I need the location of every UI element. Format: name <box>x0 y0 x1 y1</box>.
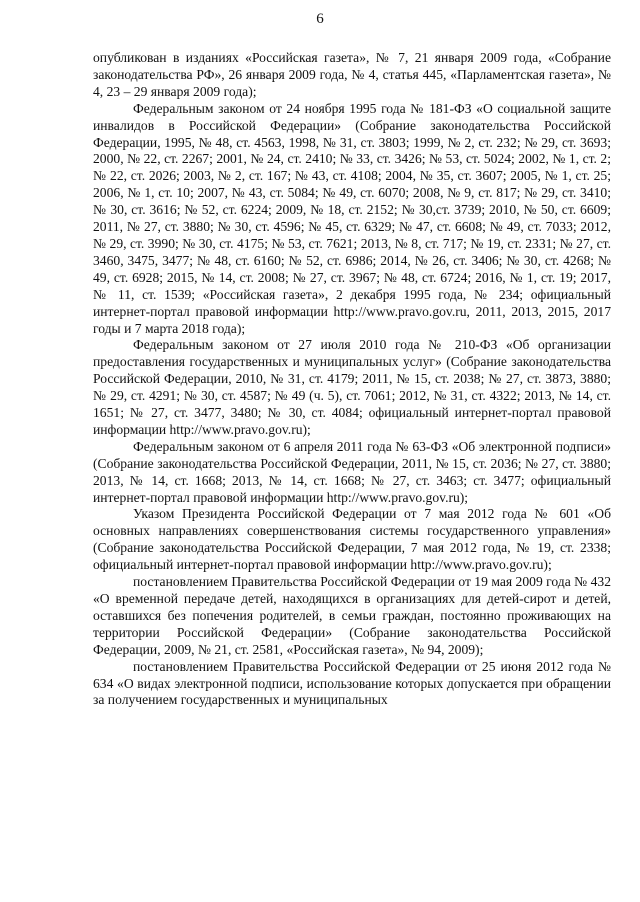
page-number: 6 <box>316 11 324 27</box>
paragraph-law-181-fz: Федеральным законом от 24 ноября 1995 года № 181-ФЗ «О социальной защите инвалидов в Российской Федерации» (Собрание законодательства Российской Федерации, 1995, № 48, ст. 4563, 1998, № 31, ст. 3803; 1999, № 2, ст. 232; № 29, ст. 3693; 2000, № 22, ст. 2267; 2001, № 24, ст. 2410; № 33, ст. 3426; № 53, ст. 5024; 2002, № 1, ст. 2; № 22, ст. 2026; 2003, № 2, ст. 167; № 43, ст. 4108; 2004, № 35, ст. 3607; 2005, № 1, ст. 25; 2006, № 1, ст. 10; 2007, № 43, ст. 5084; № 49, ст. 6070; 2008, № 9, ст. 817; № 29, ст. 3410; № 30, ст. 3616; № 52, ст. 6224; 2009, № 18, ст. 2152; № 30,ст. 3739; 2010, № 50, ст. 6609; 2011, № 27, ст. 3880; № 30, ст. 4596; № 45, ст. 6329; № 47, ст. 6608; № 49, ст. 7033; 2012, № 29, ст. 3990; № 30, ст. 4175; № 53, ст. 7621; 2013, № 8, ст. 717; № 19, ст. 2331; № 27, ст. 3460, 3475, 3477; № 48, ст. 6160; № 52, ст. 6986; 2014, № 26, ст. 3406; № 30, ст. 4268; № 49, ст. 6928; 2015, № 14, ст. 2008; № 27, ст. 3967; № 48, ст. 6724; 2016, № 1, ст. 19; 2017, № 11, ст. 1539; «Российская газета», 2 декабря 1995 года, № 234; официальный интернет-портал правовой информации http://www.pravo.gov.ru, 2011, 2013, 2015, 2017 годы и 7 марта 2018 года); <box>93 100 611 336</box>
paragraph-law-63-fz: Федеральным законом от 6 апреля 2011 года № 63-ФЗ «Об электронной подписи» (Собрание законодательства Российской Федерации, 2011, № 15, ст. 2036; № 27, ст. 3880; 2013, № 14, ст. 1668; 2013, № 14, ст. 1668; № 27, ст. 3463; ст. 3477; официальный интернет-портал правовой информации http://www.pravo.gov.ru); <box>93 438 611 505</box>
paragraph-decree-601: Указом Президента Российской Федерации от 7 мая 2012 года № 601 «Об основных направлениях совершенствования системы государственного управления» (Собрание законодательства Российской Федерации, 7 мая 2012 года, № 19, ст. 2338; официальный интернет-портал правовой информации http://www.pravo.gov.ru); <box>93 506 611 573</box>
paragraph-continuation: опубликован в изданиях «Российская газета», № 7, 21 января 2009 года, «Собрание законодательства РФ», 26 января 2009 года, № 4, статья 445, «Парламентская газета», № 4, 23 – 29 января 2009 года); <box>93 50 611 99</box>
document-body <box>93 50 611 709</box>
paragraph-law-210-fz: Федеральным законом от 27 июля 2010 года № 210-ФЗ «Об организации предоставления государственных и муниципальных услуг» (Собрание законодательства Российской Федерации, 2010, № 31, ст. 4179; 2011, № 15, ст. 2038; № 27, ст. 3873, 3880; № 29, ст. 4291; № 30, ст. 4587; № 49 (ч. 5), ст. 7061; 2012, № 31, ст. 4322; 2013, № 14, ст. 1651; № 27, ст. 3477, 3480; № 30, ст. 4084; официальный интернет-портал правовой информации http://www.pravo.gov.ru); <box>93 337 611 437</box>
paragraph-resolution-432: постановлением Правительства Российской Федерации от 19 мая 2009 года № 432 «О временной передаче детей, находящихся в организациях для детей-сирот и детей, оставшихся без попечения родителей, в семьи граждан, постоянно проживающих на территории Российской Федерации» (Собрание законодательства Российской Федерации, 2009, № 21, ст. 2581, «Российская газета», № 94, 2009); <box>93 574 611 657</box>
paragraph-resolution-634: постановлением Правительства Российской Федерации от 25 июня 2012 года № 634 «О видах электронной подписи, использование которых допускается при обращении за получением государственных и муниципальных <box>93 658 611 708</box>
